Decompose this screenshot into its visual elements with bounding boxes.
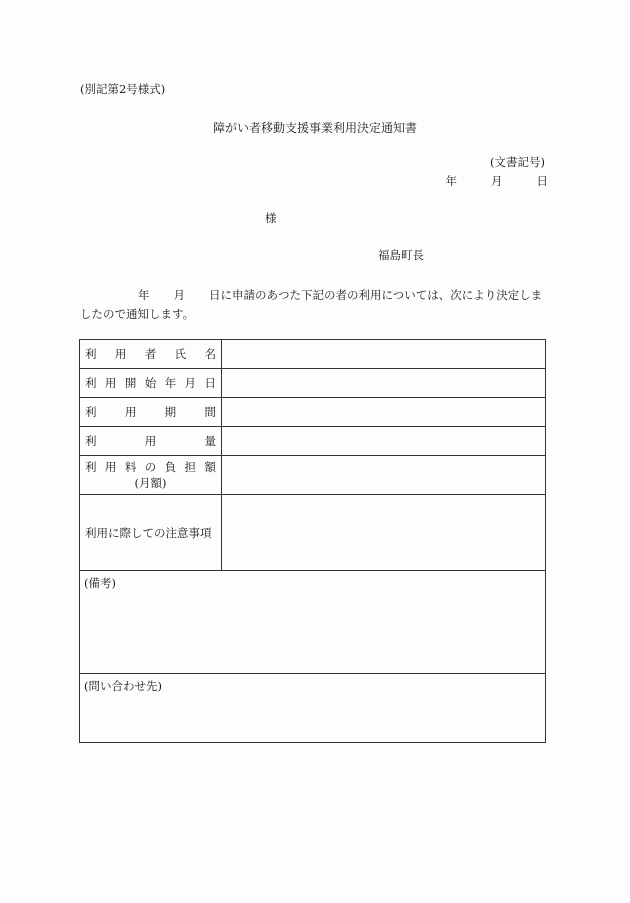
contact-label: (問い合わせ先) (84, 679, 162, 693)
table-label: 利 用 開 始 年 月 日 (85, 376, 216, 390)
table-row (80, 456, 546, 495)
notice-line-1 (80, 286, 550, 305)
label-user-name (80, 340, 222, 369)
table-label: 利 用 者 氏 名 (85, 347, 216, 361)
value-user-name[interactable] (222, 340, 546, 369)
table-label: 利 用 量 (85, 434, 216, 448)
body-year: 年 (138, 288, 150, 302)
table-label: 利 用 料 の 負 担 額 (85, 460, 216, 474)
document-reference: (文書記号) (490, 155, 545, 169)
table-row (80, 427, 546, 456)
date-day: 日 (536, 174, 548, 188)
label-amount (80, 427, 222, 456)
table-row (80, 340, 546, 369)
table-row (80, 674, 546, 743)
table-row (80, 571, 546, 674)
form-number-label: (別記第2号様式) (80, 82, 166, 96)
value-period[interactable] (222, 398, 546, 427)
value-fee[interactable] (222, 456, 546, 495)
label-notes: 利用に際しての注意事項 (80, 495, 222, 571)
body-month: 月 (173, 288, 185, 302)
date-month: 月 (491, 174, 503, 188)
value-start-date[interactable] (222, 369, 546, 398)
notice-line-2: したので通知します。 (80, 307, 195, 321)
decision-table (79, 339, 546, 743)
value-notes[interactable] (222, 495, 546, 571)
document-title: 障がい者移動支援事業利用決定通知書 (212, 121, 417, 135)
label-start-date (80, 369, 222, 398)
table-label: 利 用 期 間 (85, 405, 216, 419)
table-label-sub: (月額) (134, 476, 167, 490)
table-row (80, 495, 546, 571)
remarks-label: (備考) (84, 576, 116, 590)
table-row (80, 369, 546, 398)
label-period (80, 398, 222, 427)
label-fee (80, 456, 222, 495)
date-year: 年 (445, 174, 457, 188)
notice-body (80, 286, 550, 324)
issue-date (434, 176, 549, 188)
body-line1-rest: 日に申請のあつた下記の者の利用については、次により決定しま (209, 288, 543, 302)
remarks-cell[interactable] (80, 571, 546, 674)
contact-cell[interactable] (80, 674, 546, 743)
value-amount[interactable] (222, 427, 546, 456)
issuer-name: 福島町長 (378, 248, 424, 262)
table-row (80, 398, 546, 427)
recipient-suffix: 様 (265, 211, 277, 225)
